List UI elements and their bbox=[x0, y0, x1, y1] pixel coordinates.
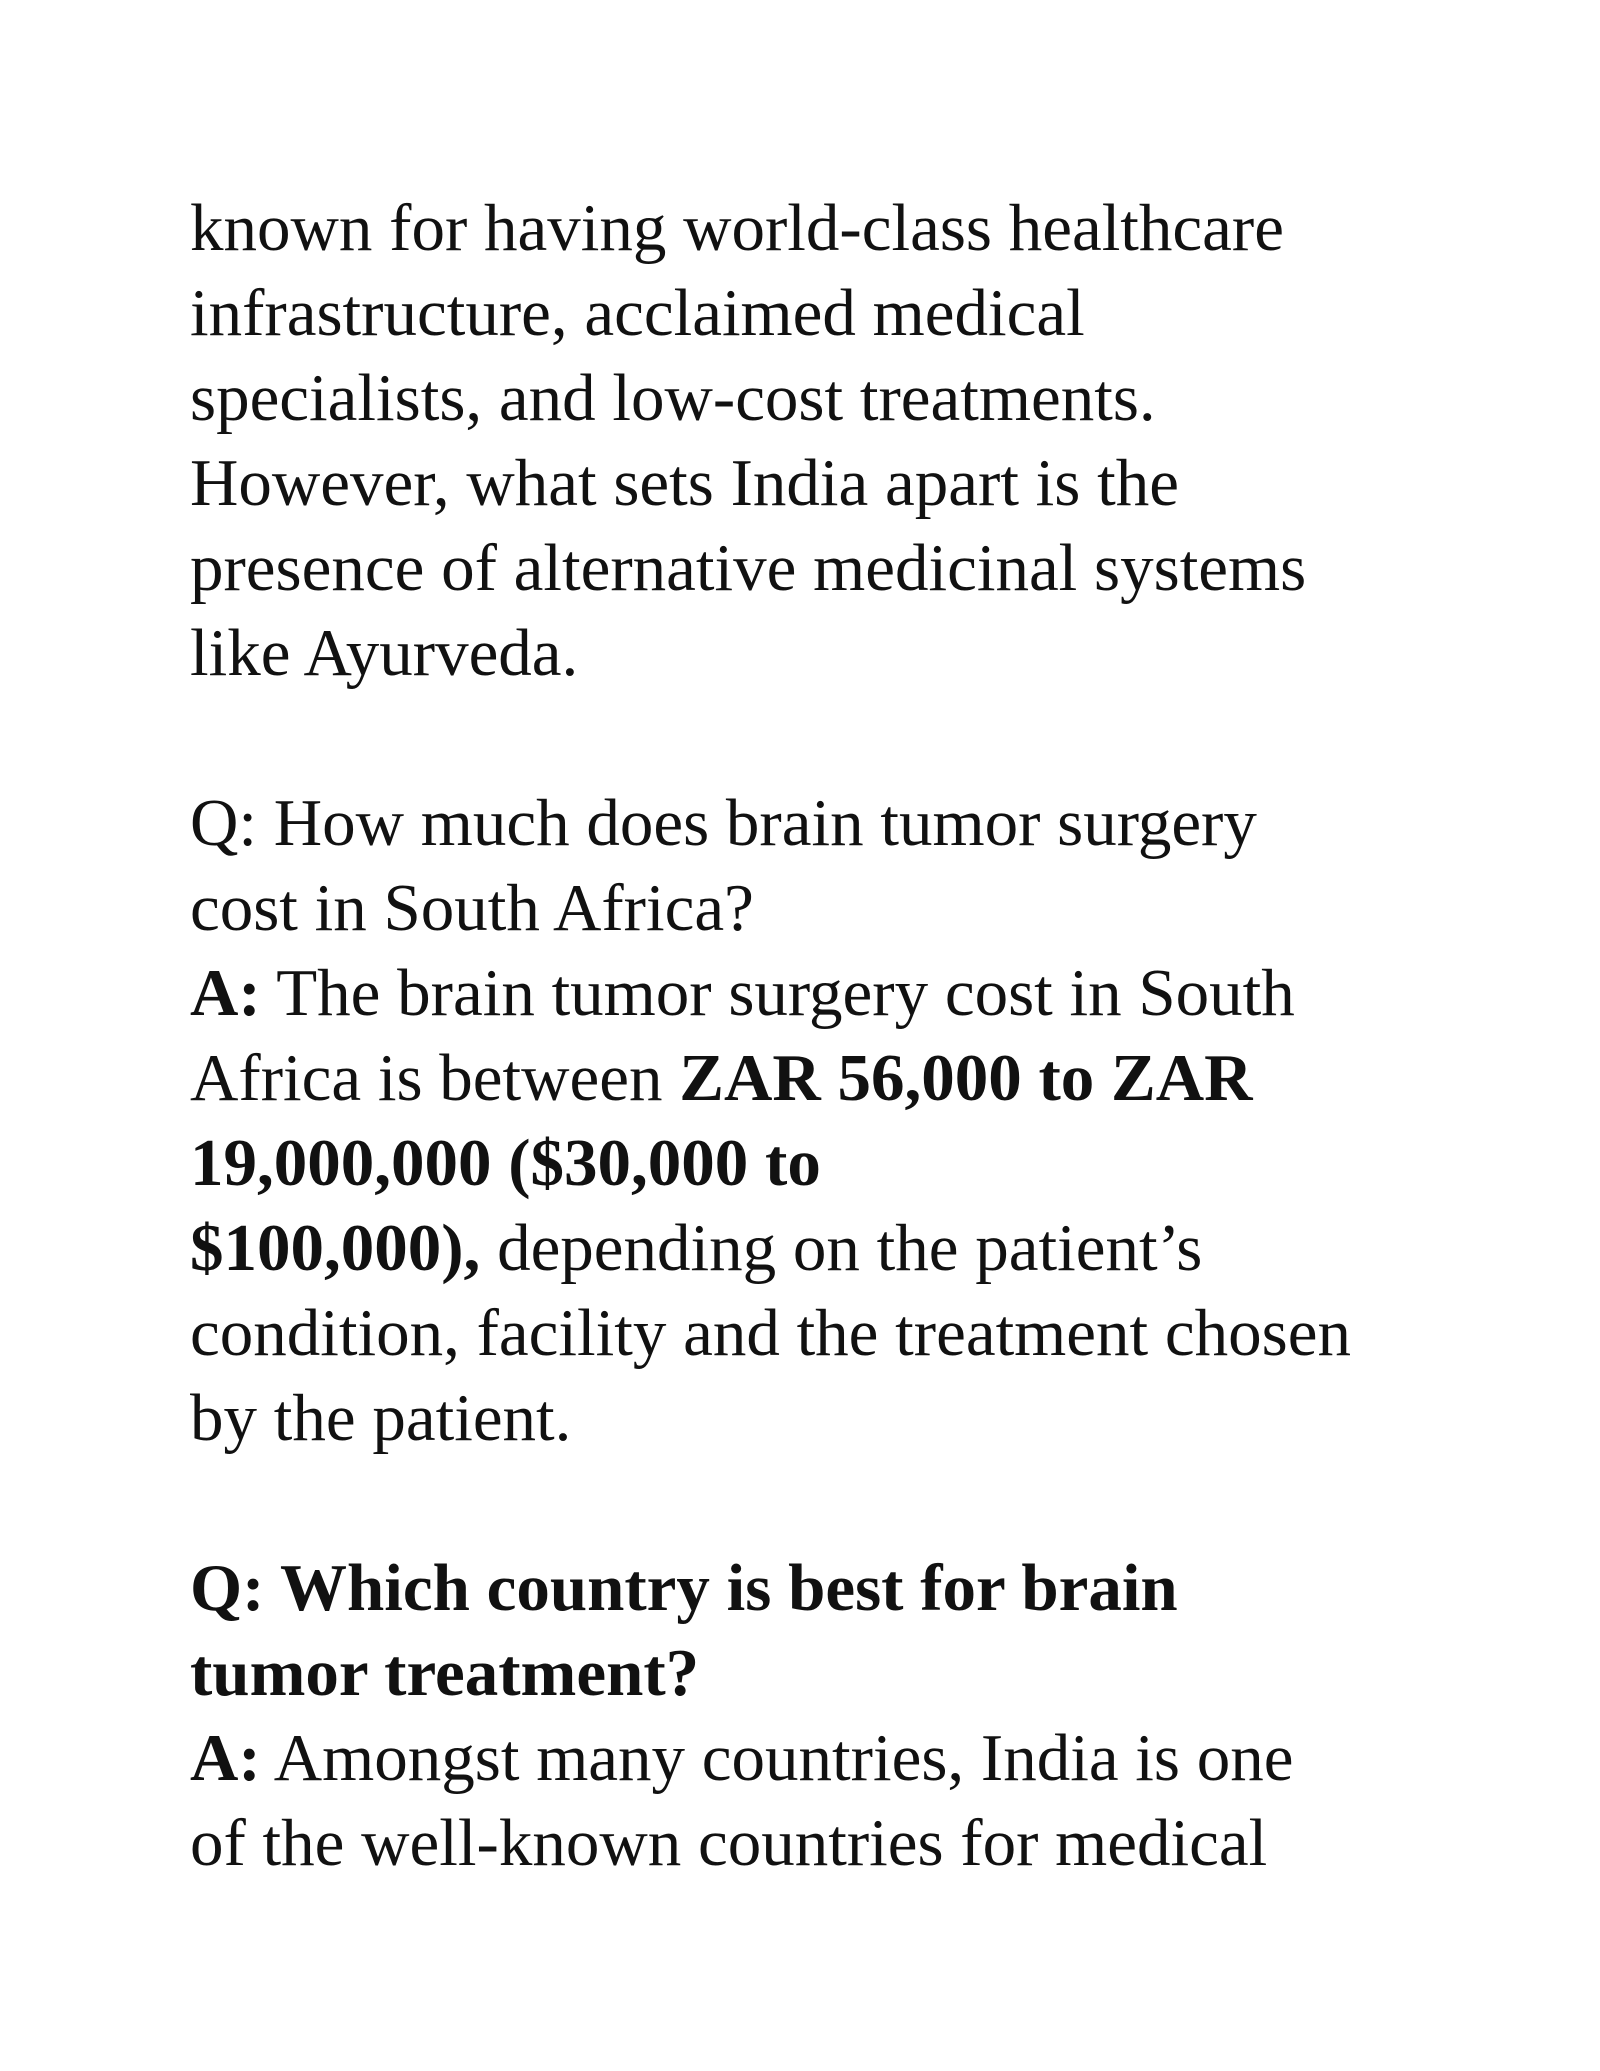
text-line: specialists, and low-cost treatments. bbox=[190, 361, 1156, 435]
paragraph-gap bbox=[190, 696, 1490, 781]
answer-prefix: A: bbox=[190, 1721, 261, 1795]
text-line: However, what sets India apart is the bbox=[190, 446, 1179, 520]
faq-answer bbox=[190, 1716, 1490, 1886]
answer-text: depending on the patient’s bbox=[480, 1211, 1203, 1285]
answer-line: by the patient. bbox=[190, 1381, 572, 1455]
answer-cost-highlight: 19,000,000 ($30,000 to bbox=[190, 1126, 821, 1200]
answer-line bbox=[190, 1121, 1490, 1206]
document-page bbox=[190, 186, 1490, 1886]
answer-text: Africa is between bbox=[190, 1041, 680, 1115]
intro-paragraph bbox=[190, 186, 1490, 696]
answer-line: condition, facility and the treatment chosen bbox=[190, 1296, 1351, 1370]
faq-item-south-africa-cost bbox=[190, 781, 1490, 1461]
answer-line bbox=[190, 1206, 1490, 1291]
answer-text: Amongst many countries, India is one bbox=[260, 1721, 1294, 1795]
text-line: presence of alternative medicinal systems bbox=[190, 531, 1307, 605]
text-line: known for having world-class healthcare bbox=[190, 191, 1284, 265]
paragraph-gap bbox=[190, 1461, 1490, 1546]
answer-line: of the well-known countries for medical bbox=[190, 1806, 1268, 1880]
faq-question bbox=[190, 1546, 1490, 1716]
answer-prefix: A: bbox=[190, 956, 261, 1030]
question-line: cost in South Africa? bbox=[190, 871, 754, 945]
answer-line bbox=[190, 1716, 1490, 1801]
question-line: tumor treatment? bbox=[190, 1636, 700, 1710]
faq-item-best-country bbox=[190, 1546, 1490, 1886]
answer-text: The brain tumor surgery cost in South bbox=[260, 956, 1295, 1030]
question-line: Q: How much does brain tumor surgery bbox=[190, 786, 1257, 860]
text-line: infrastructure, acclaimed medical bbox=[190, 276, 1085, 350]
question-line: Q: Which country is best for brain bbox=[190, 1551, 1178, 1625]
text-line: like Ayurveda. bbox=[190, 616, 579, 690]
faq-answer bbox=[190, 951, 1490, 1461]
answer-cost-highlight: $100,000), bbox=[190, 1211, 481, 1285]
answer-cost-highlight: ZAR 56,000 to ZAR bbox=[679, 1041, 1253, 1115]
answer-line bbox=[190, 951, 1490, 1036]
faq-question bbox=[190, 781, 1490, 951]
answer-line bbox=[190, 1036, 1490, 1121]
